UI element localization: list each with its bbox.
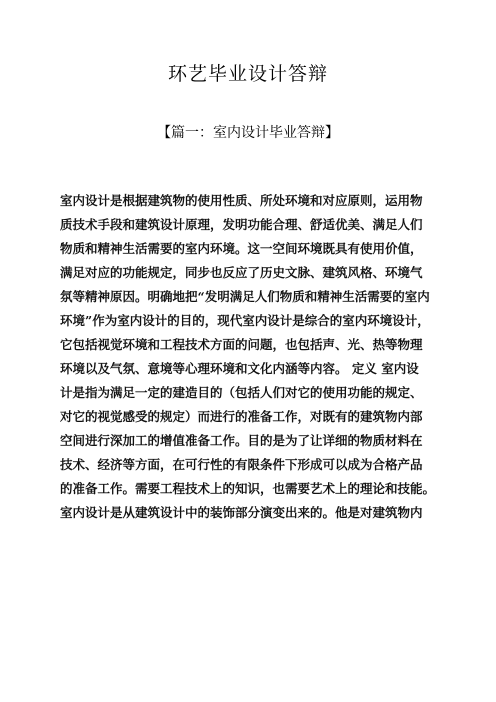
body-line: 环境以及气氛、意境等心理环境和文化内涵等内容。 定义 室内设 (60, 361, 419, 376)
body-line: 对它的视觉感受的规定）而进行的准备工作，对既有的建筑物内部 (60, 409, 423, 424)
body-line: 物质和精神生活需要的室内环境。这一空间环境既具有使用价值， (60, 241, 423, 256)
body-line: 它包括视觉环境和工程技术方面的问题，也包括声、光、热等物理 (60, 337, 423, 352)
body-line: 质技术手段和建筑设计原理，发明功能合理、舒适优美、满足人们 (60, 217, 423, 232)
section-heading: 【篇一：室内设计毕业答辩】 (157, 125, 339, 141)
body-line: 环境”作为室内设计的目的，现代室内设计是综合的室内环境设计， (60, 313, 430, 328)
body-line: 计是指为满足一定的建造目的（包括人们对它的使用功能的规定、 (60, 385, 423, 400)
body-line: 室内设计是根据建筑物的使用性质、所处环境和对应原则，运用物 (60, 193, 423, 208)
body-line: 满足对应的功能规定，同步也反应了历史文脉、建筑风格、环境气 (60, 265, 423, 280)
body-line: 技术、经济等方面，在可行性的有限条件下形成可以成为合格产品 (60, 457, 423, 472)
body-line: 空间进行深加工的增值准备工作。目的是为了让详细的物质材料在 (60, 433, 423, 448)
body-paragraph (60, 189, 476, 525)
body-line: 室内设计是从建筑设计中的装饰部分演变出来的。他是对建筑物内 (60, 505, 423, 520)
body-line: 氛等精神原因。明确地把“发明满足人们物质和精神生活需要的室内 (60, 289, 430, 304)
body-line: 的准备工作。需要工程技术上的知识，也需要艺术上的理论和技能。 (60, 481, 436, 496)
document-title: 环艺毕业设计答辩 (167, 63, 328, 85)
